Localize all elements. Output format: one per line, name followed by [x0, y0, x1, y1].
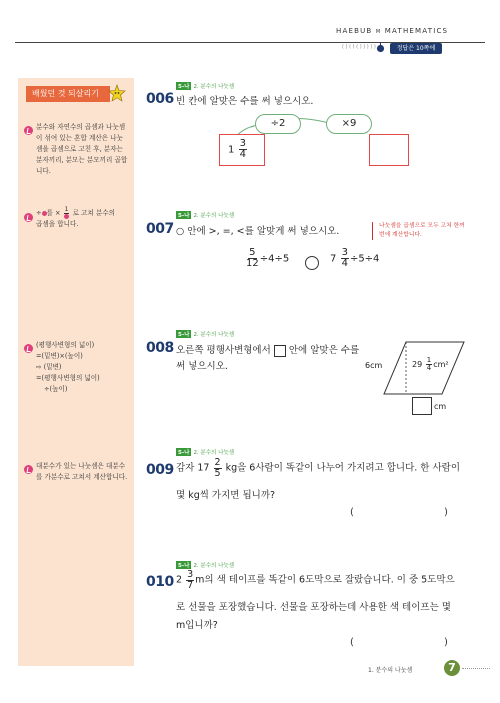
tip3-line3: ⇨ (밑변) [36, 363, 62, 371]
question-part-b: kg을 6사람이 똑같이 나누어 가지려고 합니다. 한 사람이 [225, 462, 461, 474]
sidebar-tip-1: 분수와 자연수의 곱셈과 나눗셈이 섞여 있는 혼합 계산은 나눗셈을 곱셈으로 고친 후, 분자는 분자끼리, 분모는 분모끼리 곱합니다. [36, 123, 128, 175]
blank-unit: cm [434, 402, 447, 411]
unit-name: 2. 분수의 나눗셈 [193, 84, 235, 90]
answer-page-badge: 정답은 10쪽에 [390, 43, 442, 54]
right-whole: 7 [330, 253, 337, 265]
problem-number: 010 [146, 574, 174, 590]
problem-question [176, 570, 455, 590]
area-label [412, 357, 449, 372]
operation-times-9: ×9 [326, 114, 372, 134]
tip3-line1: (평행사변형의 넓이) [36, 341, 95, 349]
problem-question-line2: 써 넣으시오. [176, 361, 228, 372]
check-icon [24, 465, 33, 474]
footer-dotted-rule [462, 668, 490, 669]
question-whole: 2 [176, 574, 183, 586]
question-part-a: 감자 17 [176, 462, 210, 474]
sidebar-tip-3 [36, 340, 132, 395]
pink-dot-icon [64, 214, 69, 219]
area-unit: cm² [433, 360, 449, 369]
start-value-box [219, 134, 265, 166]
unit-level: 5-나 [178, 563, 190, 569]
question-fraction [214, 458, 222, 478]
problem-question-line3: m입니까? [176, 620, 218, 631]
review-star-icon [108, 84, 126, 102]
inline-blank-icon [274, 345, 286, 357]
question-denominator: 5 [214, 467, 221, 479]
sidebar-tip-4: 대분수가 있는 나눗셈은 대분수를 가분수로 고쳐서 계산합니다. [36, 462, 128, 481]
page-number: 7 [444, 660, 460, 676]
start-denominator: 4 [239, 149, 246, 160]
unit-name: 2. 분수의 나눗셈 [193, 450, 235, 456]
start-whole: 1 [228, 144, 235, 156]
right-denominator: 4 [341, 258, 348, 269]
tip3-line2: =(밑변)×(높이) [36, 352, 83, 360]
right-expression [330, 248, 379, 269]
tip2-mid: 를 × [46, 209, 61, 217]
problem-question-line2: 몇 kg씩 가지면 됩니까? [176, 490, 276, 501]
problem-question-line2: 로 선물을 포장했습니다. 선물을 포장하는데 사용한 색 테이프는 몇 [176, 602, 451, 613]
question-fraction [186, 570, 194, 590]
tip2-fraction [64, 207, 70, 219]
pin-icon [376, 42, 385, 53]
unit-tag [176, 561, 234, 569]
unit-tag [176, 330, 234, 338]
answer-field[interactable] [358, 636, 442, 650]
area-numerator: 1 [426, 356, 432, 364]
unit-tag [176, 82, 234, 90]
unit-name: 2. 분수의 나눗셈 [193, 332, 235, 338]
right-numerator: 3 [341, 247, 348, 258]
unit-name: 2. 분수의 나눗셈 [193, 563, 235, 569]
answer-close-paren: ) [444, 637, 448, 648]
right-rest: ÷5÷4 [349, 253, 380, 265]
question-part-a: m의 색 테이프를 똑같이 6도막으로 잘랐습니다. 이 중 5도막으 [195, 574, 455, 586]
answer-close-paren: ) [444, 507, 448, 518]
problem-number: 006 [146, 91, 174, 107]
unit-level: 5-나 [178, 332, 190, 338]
problem-number: 007 [146, 221, 174, 237]
mixed-number [228, 139, 248, 160]
answer-box[interactable] [369, 134, 409, 166]
unit-name: 2. 분수의 나눗셈 [193, 213, 235, 219]
area-denominator: 4 [426, 364, 432, 372]
tip2-post: 로 고쳐 분수의 [72, 209, 115, 217]
unit-tag [176, 211, 234, 219]
problem-question: ○ 안에 >, =, <를 알맞게 써 넣으시오. [176, 226, 340, 237]
left-expression [245, 248, 289, 269]
start-numerator: 3 [239, 138, 246, 149]
unit-level: 5-나 [178, 450, 190, 456]
brand-right: MATHEMATICS [384, 27, 449, 35]
check-icon [24, 126, 33, 135]
header-brand [336, 27, 448, 35]
check-icon [24, 213, 33, 222]
unit-level: 5-나 [178, 84, 190, 90]
unit-tag [176, 448, 234, 456]
question-part-b: 안에 알맞은 수를 [288, 345, 360, 356]
brand-left: HAEBUB [336, 27, 373, 35]
problem-question [176, 458, 460, 478]
answer-open-paren: ( [350, 637, 354, 648]
problem-question [176, 342, 359, 357]
sidebar-tip-2 [36, 207, 136, 230]
left-fraction [246, 248, 259, 269]
area-fraction [426, 357, 432, 372]
answer-blank-box[interactable] [412, 397, 432, 415]
problem-number: 008 [146, 340, 174, 356]
header-dots: ( ( ( ( ( ) ) ) ) ) [342, 44, 376, 50]
tip3-line5: ÷(높이) [44, 385, 68, 393]
brand-mid: M [375, 29, 382, 35]
answer-open-paren: ( [350, 507, 354, 518]
unit-level: 5-나 [178, 213, 190, 219]
sidebar-title: 배웠던 것 되살리기 [26, 86, 110, 102]
area-whole: 29 [412, 360, 423, 369]
compare-circle[interactable] [305, 256, 319, 270]
chapter-label: 1. 분수의 나눗셈 [368, 667, 413, 674]
question-numerator: 2 [214, 457, 221, 468]
question-part-a: 오른쪽 평행사변형에서 [176, 345, 271, 356]
problem-question: 빈 칸에 알맞은 수를 써 넣으시오. [176, 96, 314, 107]
tip3-line4: =(평행사변형의 넓이) [36, 374, 100, 382]
left-denominator: 12 [246, 258, 259, 269]
height-label: 6cm [365, 361, 383, 370]
question-numerator: 3 [187, 569, 194, 580]
tip2-line2: 곱셈을 합니다. [36, 220, 79, 228]
check-icon [24, 344, 33, 353]
hint-note: 나눗셈을 곱셈으로 모두 고쳐 한꺼번에 계산합니다. [372, 222, 465, 240]
left-rest: ÷4÷5 [259, 253, 290, 265]
answer-field[interactable] [358, 506, 442, 520]
start-fraction [239, 139, 247, 160]
tip2-frac-numerator: 1 [64, 206, 69, 213]
operation-divide-2: ÷2 [255, 114, 301, 134]
tip2-pre: ÷ [36, 209, 42, 217]
question-denominator: 7 [187, 579, 194, 591]
left-numerator: 5 [249, 247, 256, 258]
problem-number: 009 [146, 462, 174, 478]
right-fraction [341, 248, 349, 269]
